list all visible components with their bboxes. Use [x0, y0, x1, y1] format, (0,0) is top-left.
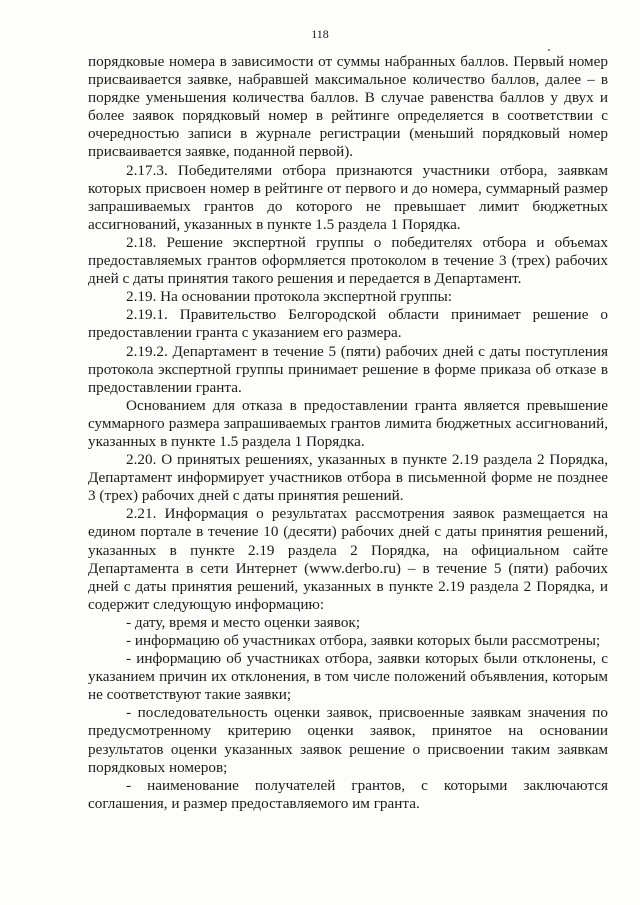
paragraph: 2.17.3. Победителями отбора признаются участники отбора, заявкам которых присвоен номер в рейтинге от первого и до номера, суммарный размер запрашиваемых грантов до которого не превышает лимит бюджетных ассигнований, указанных в пункте 1.5 раздела 1 Порядка.	[88, 161, 608, 233]
list-item: - последовательность оценки заявок, присвоенные заявкам значения по предусмотренному критерию оценки заявок, принятое на основании результатов оценки указанных заявок решение о присвоении таким заявкам порядковых номеров;	[88, 704, 608, 776]
scan-speck	[548, 49, 550, 51]
list-item: - информацию об участниках отбора, заявки которых были отклонены, с указанием причин их отклонения, в том числе положений объявления, которым не соответствуют такие заявки;	[88, 650, 608, 704]
paragraph: Основанием для отказа в предоставлении гранта является превышение суммарного размера запрашиваемых грантов лимита бюджетных ассигнований, указанных в пункте 1.5 раздела 1 Порядка.	[88, 396, 608, 450]
paragraph: порядковые номера в зависимости от суммы набранных баллов. Первый номер присваивается заявке, набравшей максимальное количество баллов, далее – в порядке уменьшения количества баллов. В случае равенства баллов у двух и более заявок порядковый номер в рейтинге определяется в соответствии с очередностью записи в журнале регистрации (меньший порядковый номер присваивается заявке, поданной первой).	[88, 53, 608, 161]
list-item: - информацию об участниках отбора, заявки которых были рассмотрены;	[126, 632, 601, 649]
list-item: - наименование получателей грантов, с которыми заключаются соглашения, и размер предоставляемого им гранта.	[88, 776, 608, 812]
paragraph: 2.19.2. Департамент в течение 5 (пяти) рабочих дней с даты поступления протокола экспертной группы принимает решение в форме приказа об отказе в предоставлении гранта.	[88, 342, 608, 396]
list-item: - дату, время и место оценки заявок;	[126, 613, 361, 631]
paragraph: 2.19. На основании протокола экспертной группы:	[126, 288, 452, 306]
paragraph: 2.19.1. Правительство Белгородской области принимает решение о предоставлении гранта с указанием его размера.	[88, 306, 608, 342]
paragraph: 2.18. Решение экспертной группы о победителях отбора и объемах предоставляемых грантов оформляется протоколом в течение 3 (трех) рабочих дней с даты принятия такого решения и передается в Департамент.	[88, 233, 608, 288]
document-body	[88, 53, 608, 813]
page-number: 118	[311, 27, 329, 41]
paragraph: 2.21. Информация о результатах рассмотрения заявок размещается на едином портале в течение 10 (десяти) рабочих дней с даты принятия решений, указанных в пункте 2.19 раздела 2 Порядка, на официальном сайте Департамента в сети Интернет (www.derbo.ru) – в течение 5 (пяти) рабочих дней с даты принятия решений, указанных в пункте 2.19 раздела 2 Порядка, и содержит следующую информацию:	[88, 505, 608, 613]
paragraph: 2.20. О принятых решениях, указанных в пункте 2.19 раздела 2 Порядка, Департамент информирует участников отбора в письменной форме не позднее 3 (трех) рабочих дней с даты принятия решений.	[88, 451, 608, 505]
